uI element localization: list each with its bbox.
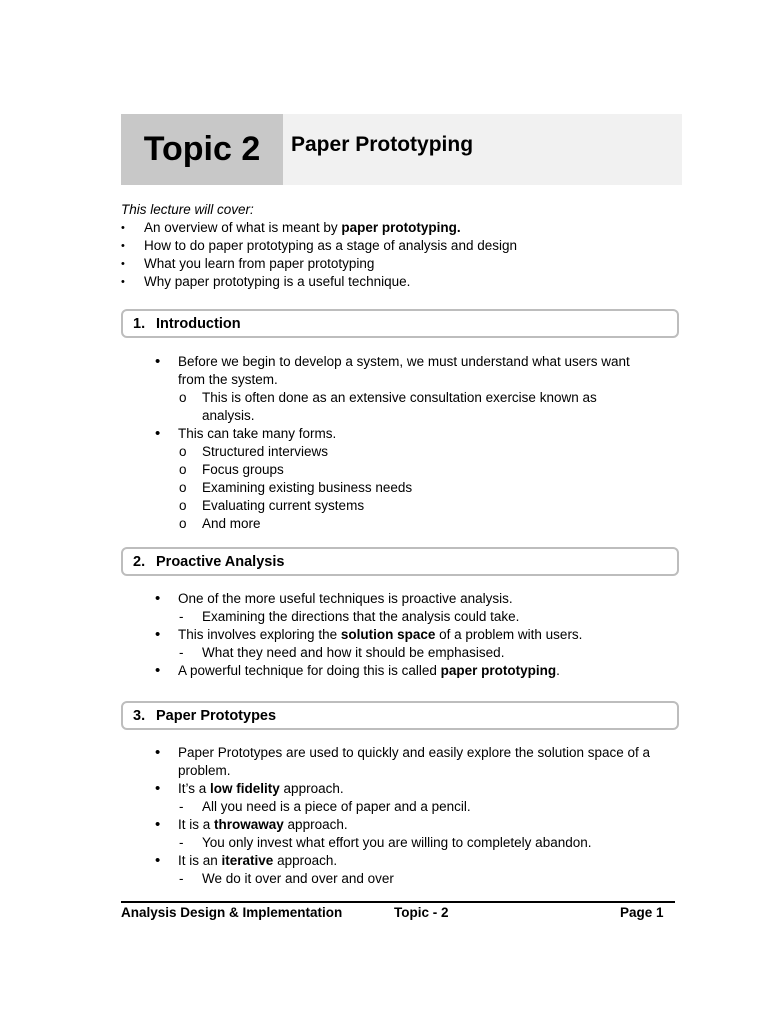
list-item bbox=[121, 590, 691, 608]
section-heading-proactive-analysis: 2. Proactive Analysis bbox=[121, 547, 679, 576]
line-text: Evaluating current systems bbox=[202, 498, 365, 513]
list-marker: • bbox=[155, 590, 161, 607]
footer-divider bbox=[121, 901, 675, 903]
list-item bbox=[121, 407, 691, 425]
bold-term: throwaway bbox=[214, 817, 284, 832]
list-item: • An overview of what is meant by paper prototyping. bbox=[121, 219, 691, 237]
line-text: One of the more useful techniques is proactive analysis. bbox=[178, 591, 513, 606]
line-text: problem. bbox=[178, 763, 231, 778]
line-text: approach. bbox=[279, 781, 344, 796]
footer-page-number: Page 1 bbox=[620, 905, 664, 920]
list-item bbox=[121, 798, 691, 816]
list-item bbox=[121, 497, 691, 515]
line-text: You only invest what effort you are willing to completely abandon. bbox=[202, 835, 592, 850]
line-text: Paper Prototypes are used to quickly and easily explore the solution space of a bbox=[178, 745, 651, 760]
list-item bbox=[121, 371, 691, 389]
topic-banner bbox=[121, 114, 682, 185]
line-text: from the system. bbox=[178, 372, 278, 387]
footer-course: Analysis Design & Implementation bbox=[121, 905, 343, 920]
list-marker: o bbox=[179, 498, 187, 513]
line-text: This involves exploring the bbox=[178, 627, 341, 642]
line-text: analysis. bbox=[202, 408, 255, 423]
bold-term: iterative bbox=[221, 853, 274, 868]
list-item bbox=[121, 425, 691, 443]
list-item bbox=[121, 644, 691, 662]
section-body-proactive-analysis bbox=[121, 590, 691, 680]
lecture-overview bbox=[121, 201, 691, 291]
line-text: We do it over and over and over bbox=[202, 871, 394, 886]
line-text: All you need is a piece of paper and a pencil. bbox=[202, 799, 471, 814]
list-marker: • bbox=[155, 662, 161, 679]
list-item bbox=[121, 834, 691, 852]
list-marker: o bbox=[179, 480, 187, 495]
line-text: Structured interviews bbox=[202, 444, 329, 459]
list-marker: - bbox=[179, 609, 184, 624]
line-text: And more bbox=[202, 516, 261, 531]
list-marker: - bbox=[179, 835, 184, 850]
list-marker: • bbox=[155, 425, 161, 442]
list-item bbox=[121, 662, 691, 680]
line-text: It is a bbox=[178, 817, 215, 832]
list-marker: • bbox=[155, 852, 161, 869]
overview-list bbox=[121, 219, 691, 291]
list-item bbox=[121, 353, 691, 371]
list-item bbox=[121, 852, 691, 870]
list-item: • What you learn from paper prototyping bbox=[121, 255, 691, 273]
list-item bbox=[121, 744, 691, 762]
list-item bbox=[121, 461, 691, 479]
list-marker: - bbox=[179, 645, 184, 660]
list-item bbox=[121, 626, 691, 644]
list-marker: o bbox=[179, 462, 187, 477]
footer-topic: Topic - 2 bbox=[394, 905, 449, 920]
overview-lead: This lecture will cover: bbox=[121, 202, 254, 217]
list-item bbox=[121, 515, 691, 533]
list-item bbox=[121, 389, 691, 407]
list-item bbox=[121, 780, 691, 798]
line-text: approach. bbox=[283, 817, 348, 832]
line-text: Examining the directions that the analysis could take. bbox=[202, 609, 520, 624]
section-body-paper-prototypes bbox=[121, 744, 691, 888]
line-text: A powerful technique for doing this is called bbox=[178, 663, 441, 678]
list-item bbox=[121, 608, 691, 626]
line-text: This is often done as an extensive consultation exercise known as bbox=[202, 390, 597, 405]
bold-term: solution space bbox=[340, 627, 436, 642]
list-marker: o bbox=[179, 516, 187, 531]
list-item bbox=[121, 870, 691, 888]
page-title: Paper Prototyping bbox=[291, 133, 474, 156]
list-marker: o bbox=[179, 444, 187, 459]
list-item bbox=[121, 816, 691, 834]
section-heading-introduction: 1. Introduction bbox=[121, 309, 679, 338]
list-item bbox=[121, 479, 691, 497]
line-text: This can take many forms. bbox=[178, 426, 337, 441]
list-marker: • bbox=[155, 626, 161, 643]
list-marker: • bbox=[155, 816, 161, 833]
line-text: It’s a bbox=[178, 781, 211, 796]
section-body-introduction bbox=[121, 353, 691, 533]
list-marker: o bbox=[179, 390, 187, 405]
list-item bbox=[121, 762, 691, 780]
section-heading-paper-prototypes: 3. Paper Prototypes bbox=[121, 701, 679, 730]
topic-number: Topic 2 bbox=[121, 114, 283, 185]
line-text: It is an bbox=[178, 853, 222, 868]
line-text: of a problem with users. bbox=[435, 627, 583, 642]
list-item: • Why paper prototyping is a useful technique. bbox=[121, 273, 691, 291]
list-item bbox=[121, 443, 691, 461]
list-marker: - bbox=[179, 871, 184, 886]
line-text: approach. bbox=[273, 853, 338, 868]
list-item: • How to do paper prototyping as a stage of analysis and design bbox=[121, 237, 691, 255]
list-marker: • bbox=[155, 744, 161, 761]
list-marker: • bbox=[155, 353, 161, 370]
bold-term: low fidelity bbox=[210, 781, 280, 796]
list-marker: - bbox=[179, 799, 184, 814]
line-text: Before we begin to develop a system, we must understand what users want bbox=[178, 354, 630, 369]
line-text: . bbox=[556, 663, 560, 678]
list-marker: • bbox=[155, 780, 161, 797]
line-text: Examining existing business needs bbox=[202, 480, 413, 495]
line-text: Focus groups bbox=[202, 462, 284, 477]
bold-term: paper prototyping bbox=[440, 663, 557, 678]
line-text: What they need and how it should be emphasised. bbox=[202, 645, 505, 660]
